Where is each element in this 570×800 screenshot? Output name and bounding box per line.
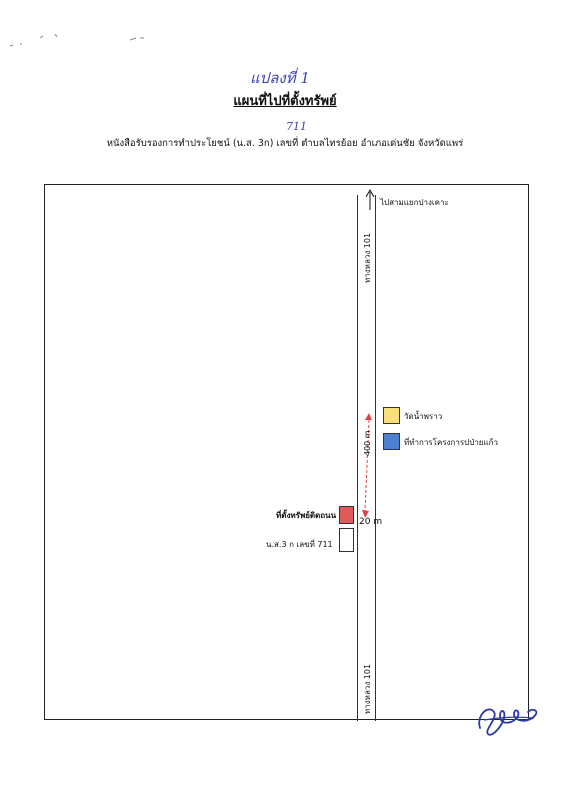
project-office-label: ที่ทำการโครงการปป่ายแก้ว [404, 438, 498, 447]
road-label-bottom: ทางหลวง 101 [363, 663, 372, 714]
north-arrow-icon [364, 188, 376, 212]
direction-label: ไปสามแยกปางเคาะ [380, 198, 449, 207]
handwritten-cert-number: 711 [286, 120, 307, 133]
property-marker [339, 506, 354, 524]
parcel-label: น.ส.3 ก เลขที่ 711 [266, 540, 333, 549]
margin-marks [0, 26, 170, 56]
subtitle: หนังสือรับรองการทำประโยชน์ (น.ส. 3ก) เลขที่ ตำบลไทรย้อย อำเภอเด่นชัย จังหวัดแพร่ [106, 138, 464, 149]
handwritten-plot-number: แปลงที่ 1 [250, 69, 310, 87]
project-office-marker [383, 433, 400, 450]
road-right-edge [375, 195, 376, 721]
property-label: ที่ตั้งทรัพย์ติดถนน [276, 511, 337, 520]
road-left-edge [357, 195, 358, 721]
parcel-marker [339, 528, 354, 552]
distance-20-label: 20 m [359, 517, 383, 527]
page-title: แผนที่ไปที่ตั้งทรัพย์ [233, 94, 337, 109]
signature [474, 696, 540, 740]
distance-arrow [360, 410, 374, 526]
distance-400-label: 400 m [363, 430, 372, 456]
temple-marker [383, 407, 400, 424]
temple-label: วัดน้ำพราว [404, 412, 443, 421]
map-frame [44, 184, 529, 720]
road-label-top: ทางหลวง 101 [363, 232, 372, 283]
